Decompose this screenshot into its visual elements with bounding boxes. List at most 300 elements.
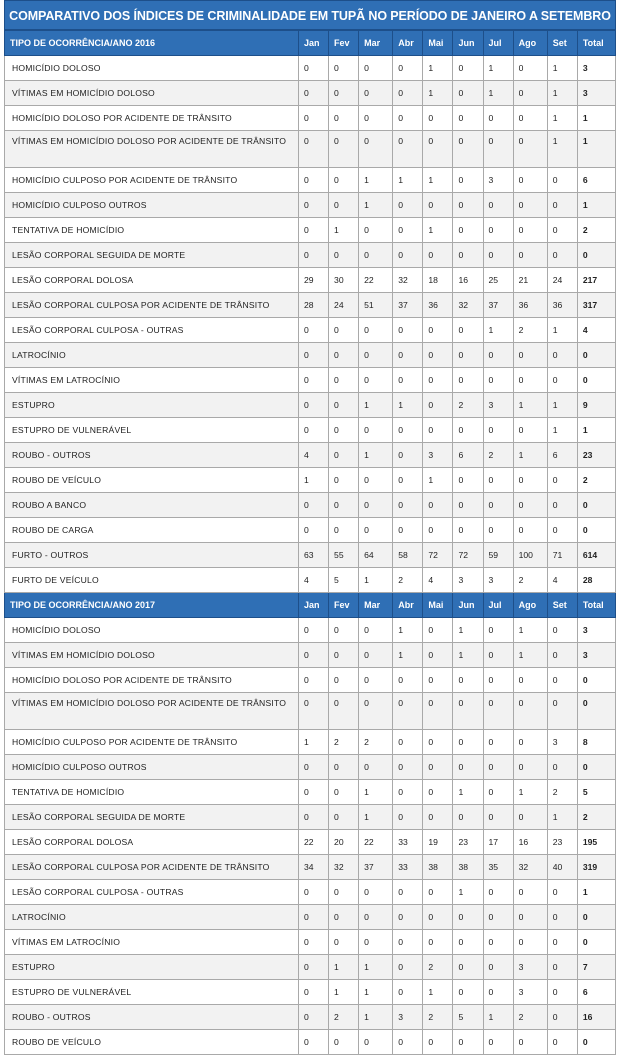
month-value-cell: 3 [393, 1005, 423, 1030]
month-value-cell: 0 [547, 905, 577, 930]
occurrence-type: ESTUPRO DE VULNERÁVEL [5, 418, 299, 443]
month-value-cell: 0 [329, 693, 359, 730]
total-cell: 0 [577, 930, 615, 955]
month-value-cell: 0 [513, 880, 547, 905]
month-value-cell: 0 [547, 1030, 577, 1055]
month-value-cell: 64 [359, 543, 393, 568]
month-value-cell: 0 [483, 730, 513, 755]
month-value-cell: 1 [453, 880, 483, 905]
month-value-cell: 0 [329, 880, 359, 905]
occurrence-type: LESÃO CORPORAL CULPOSA - OUTRAS [5, 880, 299, 905]
occurrence-type: ESTUPRO [5, 955, 299, 980]
total-cell: 2 [577, 805, 615, 830]
month-value-cell: 0 [359, 755, 393, 780]
total-cell: 0 [577, 905, 615, 930]
month-value-cell: 0 [393, 218, 423, 243]
month-value-cell: 0 [298, 131, 328, 168]
month-value-cell: 4 [547, 568, 577, 593]
month-value-cell: 0 [423, 618, 453, 643]
month-value-cell: 3 [513, 955, 547, 980]
table-row [5, 830, 616, 855]
month-value-cell: 0 [513, 730, 547, 755]
table-row [5, 81, 616, 106]
month-value-cell: 71 [547, 543, 577, 568]
month-value-cell: 0 [298, 368, 328, 393]
month-value-cell: 0 [423, 518, 453, 543]
month-value-cell: 0 [547, 880, 577, 905]
table-row [5, 343, 616, 368]
month-value-cell: 0 [423, 880, 453, 905]
table-row [5, 1005, 616, 1030]
month-value-cell: 0 [298, 668, 328, 693]
month-value-cell: 25 [483, 268, 513, 293]
month-value-cell: 0 [393, 880, 423, 905]
month-value-cell: 0 [483, 643, 513, 668]
total-cell: 4 [577, 318, 615, 343]
month-value-cell: 2 [513, 1005, 547, 1030]
month-value-cell: 20 [329, 830, 359, 855]
month-value-cell: 1 [547, 81, 577, 106]
month-value-cell: 0 [393, 980, 423, 1005]
total-cell: 0 [577, 693, 615, 730]
month-value-cell: 0 [547, 368, 577, 393]
month-value-cell: 0 [298, 318, 328, 343]
month-value-cell: 0 [483, 880, 513, 905]
month-value-cell: 0 [513, 1030, 547, 1055]
month-value-cell: 0 [393, 468, 423, 493]
month-value-cell: 0 [298, 880, 328, 905]
month-value-cell: 0 [453, 493, 483, 518]
month-value-cell: 0 [329, 418, 359, 443]
month-value-cell: 16 [453, 268, 483, 293]
total-cell: 3 [577, 618, 615, 643]
month-value-cell: 58 [393, 543, 423, 568]
occurrence-type: LATROCÍNIO [5, 905, 299, 930]
month-value-cell: 0 [453, 1030, 483, 1055]
month-value-cell: 6 [547, 443, 577, 468]
month-value-cell: 0 [393, 106, 423, 131]
total-cell: 6 [577, 168, 615, 193]
month-value-cell: 0 [359, 343, 393, 368]
month-value-cell: 1 [547, 393, 577, 418]
month-value-cell: 1 [513, 443, 547, 468]
month-value-cell: 0 [513, 343, 547, 368]
month-value-cell: 1 [298, 730, 328, 755]
total-cell: 0 [577, 343, 615, 368]
month-value-cell: 1 [547, 418, 577, 443]
total-cell: 2 [577, 468, 615, 493]
occurrence-type: LESÃO CORPORAL SEGUIDA DE MORTE [5, 805, 299, 830]
section-header-row [5, 593, 616, 618]
table-row [5, 168, 616, 193]
total-cell: 0 [577, 1030, 615, 1055]
occurrence-type: HOMICÍDIO DOLOSO [5, 56, 299, 81]
month-value-cell: 0 [547, 1005, 577, 1030]
total-cell: 195 [577, 830, 615, 855]
month-value-cell: 1 [513, 393, 547, 418]
month-value-cell: 38 [453, 855, 483, 880]
month-value-cell: 35 [483, 855, 513, 880]
table-row [5, 393, 616, 418]
month-value-cell: 0 [298, 243, 328, 268]
month-value-cell: 0 [359, 905, 393, 930]
month-value-cell: 0 [393, 930, 423, 955]
month-value-cell: 1 [359, 168, 393, 193]
month-value-cell: 33 [393, 830, 423, 855]
month-value-cell: 1 [423, 468, 453, 493]
month-value-cell: 3 [483, 568, 513, 593]
table-row [5, 955, 616, 980]
month-header: Total [577, 31, 615, 56]
section-header-title: TIPO DE OCORRÊNCIA/ANO 2016 [5, 31, 299, 56]
month-header: Jan [298, 31, 328, 56]
total-cell: 0 [577, 493, 615, 518]
month-value-cell: 0 [513, 518, 547, 543]
table-row [5, 518, 616, 543]
occurrence-type: LESÃO CORPORAL CULPOSA POR ACIDENTE DE TRÂNSITO [5, 855, 299, 880]
month-value-cell: 22 [359, 830, 393, 855]
month-value-cell: 37 [393, 293, 423, 318]
month-value-cell: 5 [453, 1005, 483, 1030]
total-cell: 0 [577, 243, 615, 268]
month-value-cell: 0 [393, 368, 423, 393]
month-value-cell: 0 [393, 905, 423, 930]
month-value-cell: 0 [393, 1030, 423, 1055]
month-value-cell: 63 [298, 543, 328, 568]
month-value-cell: 0 [483, 618, 513, 643]
month-value-cell: 0 [453, 368, 483, 393]
month-value-cell: 0 [393, 56, 423, 81]
month-value-cell: 0 [329, 318, 359, 343]
month-value-cell: 0 [298, 755, 328, 780]
occurrence-type: LATROCÍNIO [5, 343, 299, 368]
occurrence-type: ESTUPRO [5, 393, 299, 418]
total-cell: 2 [577, 218, 615, 243]
month-value-cell: 0 [359, 880, 393, 905]
month-value-cell: 0 [453, 106, 483, 131]
month-value-cell: 0 [513, 930, 547, 955]
month-value-cell: 24 [329, 293, 359, 318]
occurrence-type: LESÃO CORPORAL CULPOSA POR ACIDENTE DE TRÂNSITO [5, 293, 299, 318]
month-value-cell: 0 [329, 643, 359, 668]
month-value-cell: 22 [359, 268, 393, 293]
month-value-cell: 0 [423, 343, 453, 368]
month-value-cell: 19 [423, 830, 453, 855]
month-value-cell: 0 [513, 693, 547, 730]
month-value-cell: 0 [298, 56, 328, 81]
total-cell: 23 [577, 443, 615, 468]
month-value-cell: 30 [329, 268, 359, 293]
total-cell: 1 [577, 880, 615, 905]
month-value-cell: 1 [359, 980, 393, 1005]
month-value-cell: 0 [483, 468, 513, 493]
month-value-cell: 22 [298, 830, 328, 855]
month-value-cell: 0 [329, 468, 359, 493]
month-value-cell: 0 [359, 693, 393, 730]
month-header: Mar [359, 593, 393, 618]
month-value-cell: 1 [547, 805, 577, 830]
month-value-cell: 2 [513, 568, 547, 593]
month-value-cell: 1 [423, 168, 453, 193]
occurrence-type: VÍTIMAS EM HOMICÍDIO DOLOSO [5, 81, 299, 106]
month-value-cell: 3 [483, 393, 513, 418]
month-value-cell: 0 [329, 1030, 359, 1055]
month-value-cell: 0 [359, 106, 393, 131]
month-value-cell: 2 [393, 568, 423, 593]
month-value-cell: 1 [359, 193, 393, 218]
month-value-cell: 1 [329, 218, 359, 243]
month-value-cell: 0 [547, 468, 577, 493]
month-value-cell: 0 [423, 493, 453, 518]
occurrence-type: HOMICÍDIO CULPOSO OUTROS [5, 755, 299, 780]
month-value-cell: 0 [483, 668, 513, 693]
total-cell: 317 [577, 293, 615, 318]
month-value-cell: 0 [298, 780, 328, 805]
month-value-cell: 0 [483, 805, 513, 830]
month-value-cell: 23 [453, 830, 483, 855]
table-row [5, 131, 616, 168]
month-header: Abr [393, 31, 423, 56]
month-value-cell: 1 [483, 56, 513, 81]
month-value-cell: 0 [393, 131, 423, 168]
month-value-cell: 0 [483, 106, 513, 131]
table-row [5, 618, 616, 643]
month-value-cell: 1 [483, 318, 513, 343]
occurrence-type: LESÃO CORPORAL SEGUIDA DE MORTE [5, 243, 299, 268]
month-value-cell: 0 [393, 243, 423, 268]
month-value-cell: 0 [547, 243, 577, 268]
month-value-cell: 2 [329, 1005, 359, 1030]
table-row [5, 730, 616, 755]
month-value-cell: 1 [453, 643, 483, 668]
month-value-cell: 0 [298, 493, 328, 518]
total-cell: 16 [577, 1005, 615, 1030]
month-value-cell: 0 [393, 805, 423, 830]
month-value-cell: 0 [359, 218, 393, 243]
month-value-cell: 0 [298, 518, 328, 543]
month-value-cell: 1 [393, 618, 423, 643]
month-value-cell: 0 [298, 106, 328, 131]
table-row [5, 193, 616, 218]
table-row [5, 568, 616, 593]
month-value-cell: 0 [329, 193, 359, 218]
month-value-cell: 0 [359, 318, 393, 343]
month-value-cell: 0 [393, 955, 423, 980]
month-value-cell: 0 [423, 755, 453, 780]
table-row [5, 218, 616, 243]
month-value-cell: 0 [547, 493, 577, 518]
table-row [5, 755, 616, 780]
total-cell: 5 [577, 780, 615, 805]
month-header: Mar [359, 31, 393, 56]
month-value-cell: 0 [329, 930, 359, 955]
month-value-cell: 0 [483, 980, 513, 1005]
month-value-cell: 0 [329, 131, 359, 168]
month-value-cell: 0 [453, 805, 483, 830]
month-value-cell: 0 [359, 418, 393, 443]
month-value-cell: 0 [483, 493, 513, 518]
month-header: Set [547, 31, 577, 56]
occurrence-type: VÍTIMAS EM HOMICÍDIO DOLOSO POR ACIDENTE DE TRÂNSITO [5, 693, 299, 730]
table-row [5, 443, 616, 468]
month-value-cell: 0 [423, 318, 453, 343]
month-value-cell: 0 [547, 168, 577, 193]
table-row [5, 980, 616, 1005]
month-value-cell: 0 [453, 168, 483, 193]
month-value-cell: 0 [513, 81, 547, 106]
table-row [5, 268, 616, 293]
month-value-cell: 29 [298, 268, 328, 293]
total-cell: 1 [577, 106, 615, 131]
month-value-cell: 0 [547, 755, 577, 780]
month-value-cell: 0 [453, 468, 483, 493]
month-value-cell: 0 [513, 368, 547, 393]
month-value-cell: 0 [359, 56, 393, 81]
month-value-cell: 0 [359, 243, 393, 268]
table-row [5, 1030, 616, 1055]
month-value-cell: 0 [513, 243, 547, 268]
month-value-cell: 0 [329, 518, 359, 543]
month-value-cell: 37 [483, 293, 513, 318]
occurrence-type: HOMICÍDIO DOLOSO [5, 618, 299, 643]
month-value-cell: 100 [513, 543, 547, 568]
month-value-cell: 0 [453, 193, 483, 218]
month-value-cell: 3 [453, 568, 483, 593]
month-value-cell: 0 [298, 805, 328, 830]
month-value-cell: 0 [329, 805, 359, 830]
occurrence-type: HOMICÍDIO DOLOSO POR ACIDENTE DE TRÂNSITO [5, 668, 299, 693]
month-value-cell: 0 [483, 343, 513, 368]
month-value-cell: 0 [483, 1030, 513, 1055]
month-value-cell: 32 [513, 855, 547, 880]
total-cell: 7 [577, 955, 615, 980]
month-value-cell: 17 [483, 830, 513, 855]
month-value-cell: 0 [298, 980, 328, 1005]
month-value-cell: 0 [298, 343, 328, 368]
month-value-cell: 0 [453, 343, 483, 368]
total-cell: 1 [577, 193, 615, 218]
section-header-title: TIPO DE OCORRÊNCIA/ANO 2017 [5, 593, 299, 618]
month-value-cell: 1 [483, 81, 513, 106]
month-value-cell: 0 [423, 668, 453, 693]
month-value-cell: 0 [359, 493, 393, 518]
month-value-cell: 0 [393, 693, 423, 730]
month-value-cell: 0 [423, 106, 453, 131]
month-value-cell: 2 [453, 393, 483, 418]
month-value-cell: 0 [298, 418, 328, 443]
total-cell: 8 [577, 730, 615, 755]
month-value-cell: 0 [393, 780, 423, 805]
occurrence-type: ESTUPRO DE VULNERÁVEL [5, 980, 299, 1005]
occurrence-type: ROUBO DE CARGA [5, 518, 299, 543]
month-value-cell: 0 [453, 81, 483, 106]
table-row [5, 880, 616, 905]
month-value-cell: 0 [298, 955, 328, 980]
month-value-cell: 3 [423, 443, 453, 468]
month-value-cell: 0 [513, 668, 547, 693]
month-value-cell: 0 [483, 193, 513, 218]
month-value-cell: 0 [359, 930, 393, 955]
month-value-cell: 24 [547, 268, 577, 293]
occurrence-type: ROUBO - OUTROS [5, 443, 299, 468]
month-value-cell: 0 [298, 218, 328, 243]
month-value-cell: 0 [483, 780, 513, 805]
occurrence-type: ROUBO DE VEÍCULO [5, 468, 299, 493]
month-value-cell: 0 [453, 693, 483, 730]
month-value-cell: 0 [423, 1030, 453, 1055]
month-value-cell: 0 [393, 318, 423, 343]
month-value-cell: 2 [513, 318, 547, 343]
month-value-cell: 0 [513, 131, 547, 168]
month-value-cell: 0 [547, 668, 577, 693]
month-value-cell: 0 [483, 905, 513, 930]
month-value-cell: 32 [329, 855, 359, 880]
month-value-cell: 0 [423, 780, 453, 805]
month-header: Ago [513, 31, 547, 56]
month-value-cell: 0 [329, 56, 359, 81]
occurrence-type: TENTATIVA DE HOMICÍDIO [5, 218, 299, 243]
occurrence-type: LESÃO CORPORAL DOLOSA [5, 268, 299, 293]
occurrence-type: VÍTIMAS EM HOMICÍDIO DOLOSO [5, 643, 299, 668]
month-value-cell: 0 [483, 518, 513, 543]
month-value-cell: 0 [359, 131, 393, 168]
month-header: Mai [423, 31, 453, 56]
month-value-cell: 0 [547, 930, 577, 955]
occurrence-type: HOMICÍDIO CULPOSO OUTROS [5, 193, 299, 218]
crime-table [4, 30, 616, 1055]
table-row [5, 293, 616, 318]
month-value-cell: 55 [329, 543, 359, 568]
month-value-cell: 0 [329, 755, 359, 780]
month-value-cell: 0 [513, 218, 547, 243]
occurrence-type: HOMICÍDIO CULPOSO POR ACIDENTE DE TRÂNSITO [5, 168, 299, 193]
month-value-cell: 0 [329, 343, 359, 368]
occurrence-type: TENTATIVA DE HOMICÍDIO [5, 780, 299, 805]
month-value-cell: 0 [453, 518, 483, 543]
total-cell: 3 [577, 56, 615, 81]
month-value-cell: 0 [298, 1005, 328, 1030]
month-header: Ago [513, 593, 547, 618]
month-value-cell: 0 [393, 755, 423, 780]
month-value-cell: 0 [423, 693, 453, 730]
total-cell: 9 [577, 393, 615, 418]
table-row [5, 668, 616, 693]
table-row [5, 780, 616, 805]
month-value-cell: 0 [453, 668, 483, 693]
month-value-cell: 0 [423, 805, 453, 830]
month-value-cell: 0 [298, 193, 328, 218]
month-value-cell: 32 [453, 293, 483, 318]
month-value-cell: 1 [329, 980, 359, 1005]
month-header: Jul [483, 593, 513, 618]
month-value-cell: 3 [547, 730, 577, 755]
month-header: Abr [393, 593, 423, 618]
month-value-cell: 4 [298, 443, 328, 468]
month-header: Fev [329, 593, 359, 618]
table-row [5, 368, 616, 393]
month-value-cell: 0 [513, 56, 547, 81]
month-value-cell: 0 [513, 805, 547, 830]
month-value-cell: 0 [423, 131, 453, 168]
month-value-cell: 3 [483, 168, 513, 193]
total-cell: 1 [577, 131, 615, 168]
month-value-cell: 0 [393, 193, 423, 218]
total-cell: 6 [577, 980, 615, 1005]
month-value-cell: 51 [359, 293, 393, 318]
table-row [5, 106, 616, 131]
month-value-cell: 0 [423, 930, 453, 955]
total-cell: 0 [577, 668, 615, 693]
